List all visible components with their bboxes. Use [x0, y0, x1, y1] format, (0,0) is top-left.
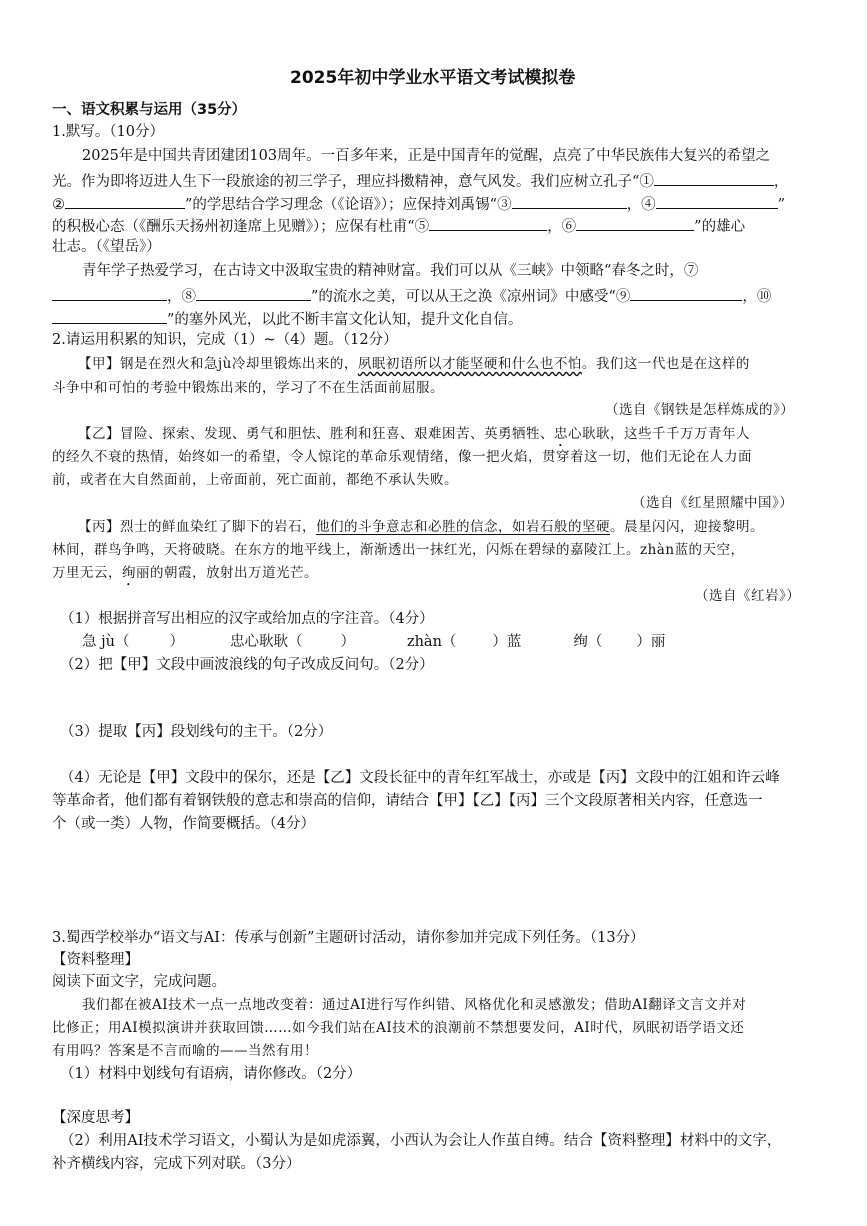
q1-paragraph-line: [52, 170, 788, 192]
q2-sub2: （2）把【甲】文段中画波浪线的句子改成反问句。（2分）: [60, 657, 434, 673]
q3-sub2: （2）利用AI技术学习语文，小蜀认为是如虎添翼，小西认为会让人作茧自缚。结合【资料整理】材料中的文字，: [60, 1133, 782, 1149]
q1-text: ，⑥: [547, 219, 577, 235]
passage-text: 【甲】钢是在烈火和急: [78, 356, 218, 372]
passage-bing-line: [78, 517, 764, 537]
q1-text: ”的流水之美，可以从王之涣《凉州词》中感受“⑨: [311, 289, 631, 305]
exam-title: 2025年初中学业水平语文考试模拟卷: [290, 68, 576, 88]
pinyin: zhàn: [640, 542, 675, 558]
passage-text: 。我们这一代也是在这样的: [581, 356, 750, 372]
q1-paragraph-line: [52, 308, 522, 330]
q2-sub1-items: [82, 632, 665, 652]
q1-text: 光。作为即将迈进人生下一段旅途的初三学子，理应抖擞精神，意气风发。我们应树立孔子“①: [52, 174, 654, 190]
passage-text: 冷却里锻炼出来的，: [231, 356, 358, 372]
item-text: ）蓝: [492, 634, 522, 650]
q1-text: 的积极心态（《酬乐天扬州初逢席上见赠》）；应保有杜甫“⑤: [52, 219, 430, 235]
q2-sub1: （1）根据拼音写出相应的汉字或给加点的字注音。（4分）: [60, 611, 434, 627]
q2-sub3: （3）提取【丙】段划线句的主干。（2分）: [60, 724, 333, 740]
passage-jia-line: [78, 354, 750, 374]
item-text: 绚（: [573, 634, 603, 650]
passage-text: 万里无云，: [52, 565, 122, 581]
q3-sub2: 补齐横线内容，完成下列对联。（3分）: [52, 1156, 301, 1172]
q1-text: ，④: [626, 197, 656, 213]
dotted-char: 忠: [554, 426, 568, 442]
answer-blank-5[interactable]: [429, 215, 547, 231]
answer-blank-8[interactable]: [196, 285, 311, 301]
section-tag: 【深度思考】: [52, 1110, 139, 1126]
q1-paragraph-line: 青年学子热爱学习，在古诗文中汲取宝贵的精神财富。我们可以从《三峡》中领略“春冬之时，⑦: [82, 263, 699, 279]
section-tag: 【资料整理】: [52, 952, 139, 968]
wavy-underlined-sentence: 夙眠初语所以才能坚硬和什么也不怕: [357, 356, 582, 372]
passage-source: （选自《钢铁是怎样炼成的》）: [605, 402, 795, 418]
passage-text: 心耿耿，这些千千万万青年人: [568, 426, 750, 442]
q1-paragraph-line: 2025年是中国共青团建团103周年。一百多年来，正是中国青年的觉醒，点亮了中华民族伟大复兴的希望之: [82, 148, 771, 164]
q3-sub1: （1）材料中划线句有语病，请你修改。（2分）: [60, 1066, 362, 1082]
passage-text: 蓝的天空，: [674, 542, 745, 558]
answer-blank-4[interactable]: [656, 193, 778, 209]
q2-sub4: 个（或一类）人物，作简要概括。（4分）: [52, 816, 315, 832]
passage-text: 林间，群鸟争鸣，天将破晓。在东方的地平线上，渐渐透出一抹红光，闪烁在碧绿的嘉陵江上。: [52, 542, 640, 558]
answer-blank-7[interactable]: [52, 285, 167, 301]
instruction-text: 阅读下面文字，完成问题。: [52, 974, 226, 990]
q1-paragraph-line: [52, 193, 785, 215]
item-text: 急 jù（: [82, 634, 130, 650]
item-text: ）: [169, 634, 184, 650]
item-text: zhàn（: [406, 634, 457, 650]
section-heading: 一、语文积累与运用（35分）: [52, 102, 247, 118]
item-text: 忠心耿耿（: [229, 634, 303, 650]
passage-text: 丽的朝霞，放射出万道光芒。: [136, 565, 318, 581]
passage-source: （选自《红岩》）: [695, 588, 801, 604]
q1-heading: 1.默写。（10分）: [52, 124, 165, 140]
passage-bing-line: [52, 563, 318, 589]
passage-jia-line: 斗争中和可怕的考验中锻炼出来的，学习了不在生活面前屈服。: [52, 380, 444, 396]
passage-bing-line: [52, 540, 745, 560]
q1-paragraph-line: 壮志。（《望岳》）: [52, 239, 161, 255]
q1-text: ”: [777, 197, 785, 213]
q2-sub4: （4）无论是【甲】文段中的保尔，还是【乙】文段长征中的青年红军战士，亦或是【丙】文段中的江姐和许云峰: [60, 770, 780, 786]
answer-blank-6[interactable]: [576, 215, 694, 231]
q1-text: ，⑧: [167, 289, 196, 305]
q1-text: ，⑩: [742, 289, 772, 305]
q2-sub4: 等革命者，他们都有着钢铁般的意志和崇高的信仰，请结合【甲】【乙】【丙】三个文段原著相关内容，任意选一: [52, 793, 763, 809]
material-line: 我们都在被AI技术一点一点地改变着：通过AI进行写作纠错、风格优化和灵感激发；借助AI翻译文言文并对: [82, 997, 747, 1013]
answer-blank-3[interactable]: [512, 193, 627, 209]
q2-heading: 2.请运用积累的知识，完成（1）~（4）题。（12分）: [52, 332, 398, 348]
answer-blank-1[interactable]: [654, 170, 774, 186]
item-text: ）: [340, 634, 355, 650]
q3-heading: 3.蜀西学校举办“语文与AI：传承与创新”主题研讨活动，请你参加并完成下列任务。（13分）: [52, 930, 645, 946]
passage-text: 【乙】冒险、探索、发现、勇气和胆怯、胜利和狂喜、艰难困苦、英勇牺牲、: [78, 426, 554, 442]
material-line: 有用吗？答案是不言而喻的——当然有用！: [52, 1043, 318, 1059]
q1-paragraph-line: [52, 215, 745, 237]
q1-text: ②: [52, 197, 65, 213]
passage-yi-line: 前，或者在大自然面前，上帝面前，死亡面前，都绝不承认失败。: [52, 472, 458, 488]
passage-yi-line: 的经久不衰的热情，始终如一的希望，令人惊诧的革命乐观情绪，像一把火焰，贯穿着这一切，他们无论在人力面: [52, 449, 752, 465]
passage-source: （选自《红星照耀中国》）: [632, 495, 794, 511]
answer-blank-9[interactable]: [630, 285, 742, 301]
passage-text: 【丙】烈士的鲜血染红了脚下的岩石，: [78, 519, 316, 535]
pinyin: jù: [218, 356, 232, 372]
answer-blank-10[interactable]: [52, 308, 167, 324]
q1-text: ”的雄心: [694, 219, 746, 235]
q1-text: ”的塞外风光，以此不断丰富文化认知，提升文化自信。: [167, 312, 523, 328]
q1-paragraph-line: [52, 285, 771, 307]
q1-text: ，: [773, 174, 789, 190]
item-text: ）丽: [636, 634, 666, 650]
dotted-char: 绚: [122, 565, 136, 581]
q1-text: ”的学思结合学习理念（《论语》）；应保持刘禹锡“③: [185, 197, 512, 213]
passage-text: 。晨星闪闪，迎接黎明。: [610, 519, 764, 535]
answer-blank-2[interactable]: [65, 193, 185, 209]
material-line: 比修正；用AI模拟演讲并获取回馈……如今我们站在AI技术的浪潮前不禁想要发问，AI时代，夙眠初语学语文还: [52, 1020, 745, 1036]
underlined-sentence: 他们的斗争意志和必胜的信念，如岩石般的坚硬: [316, 519, 610, 535]
